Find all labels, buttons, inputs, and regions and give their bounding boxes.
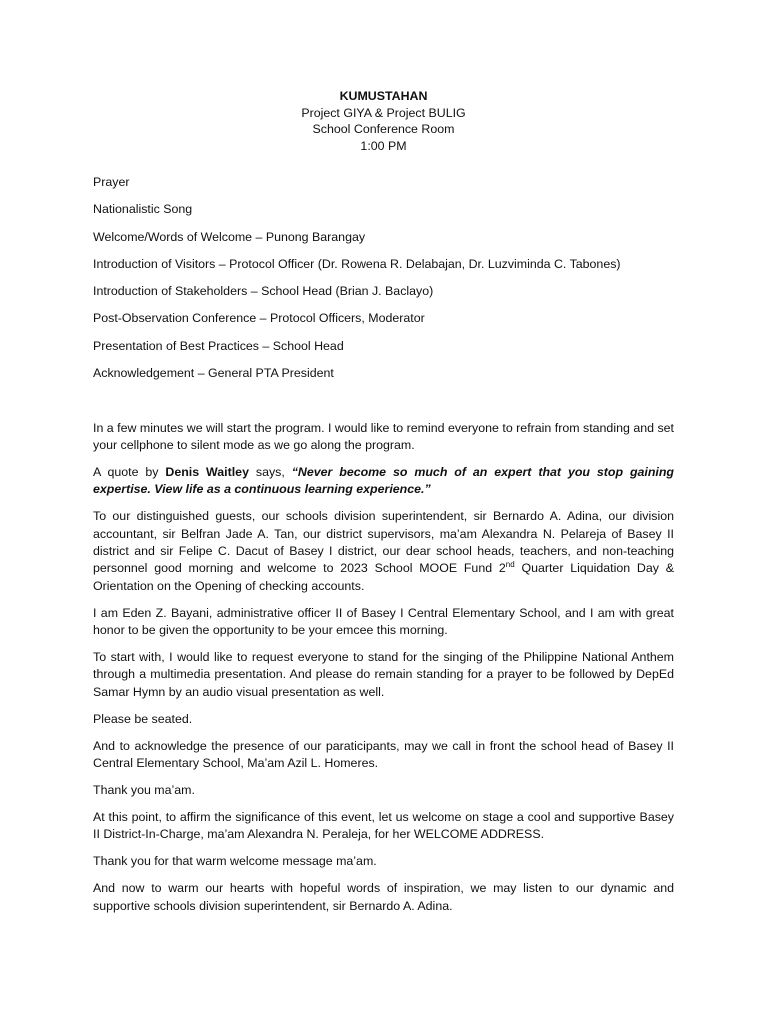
agenda-item: Introduction of Visitors – Protocol Officer (Dr. Rowena R. Delabajan, Dr. Luzviminda C. Tabones) — [93, 256, 621, 271]
document-title: KUMUSTAHAN — [339, 89, 428, 103]
welcome-text-a: To our distinguished guests, our schools division superintendent, sir Bernardo A. Adina, our division accountant, sir Belfran Jade A. Tan, our district supervisors, ma’am Alexandra N. Pelareja of Basey II district and sir Felipe C. Dacut of Basey I district, our dear school heads, teachers, and non-teaching personnel good morning and welcome to 2023 School MOOE Fund 2 — [93, 509, 674, 576]
welcome-text-b: Quarter Liquidation Day & Orientation on the Opening of checking accounts. — [93, 561, 674, 593]
welcome-paragraph — [93, 508, 674, 595]
script-paragraph: At this point, to affirm the significance of this event, let us welcome on stage a cool and supportive Basey II District-In-Charge, ma’am Alexandra N. Peraleja, for her WELCOME ADDRESS. — [93, 809, 674, 842]
script-paragraph: And now to warm our hearts with hopeful words of inspiration, we may listen to our dynamic and supportive schools division superintendent, sir Bernardo A. Adina. — [93, 881, 674, 913]
quote-paragraph — [93, 464, 674, 499]
venue-line: School Conference Room — [312, 122, 455, 136]
time-line: 1:00 PM — [360, 138, 407, 153]
script-paragraph: I am Eden Z. Bayani, administrative officer II of Basey I Central Elementary School, and I am with great honor to be given the opportunity to be your emcee this morning. — [93, 605, 674, 638]
emcee-script — [93, 420, 674, 915]
script-paragraph: And to acknowledge the presence of our paraticipants, may we call in front the school head of Basey II Central Elementary School, Ma’am Azil L. Homeres. — [93, 738, 674, 771]
script-paragraph: In a few minutes we will start the program. I would like to remind everyone to refrain from standing and set your cellphone to silent mode as we go along the program. — [93, 420, 674, 452]
script-paragraph: Please be seated. — [93, 711, 193, 726]
document-subtitle: Project GIYA & Project BULIG — [301, 105, 466, 120]
agenda-item: Nationalistic Song — [93, 202, 193, 217]
script-paragraph: Thank you for that warm welcome message ma’am. — [93, 854, 377, 869]
document-header — [93, 88, 674, 154]
quote-intro: A quote by — [93, 464, 166, 479]
agenda-item: Acknowledgement – General PTA President — [93, 366, 334, 381]
agenda-item: Prayer — [93, 175, 130, 189]
quote-text: “Never become so much of an expert that you stop gaining expertise. View life as a continuous learning experience.” — [93, 464, 674, 497]
agenda-item: Post-Observation Conference – Protocol Officers, Moderator — [93, 311, 425, 326]
agenda-item: Presentation of Best Practices – School Head — [93, 338, 344, 353]
program-agenda — [93, 174, 674, 383]
script-paragraph: To start with, I would like to request everyone to stand for the singing of the Philippine National Anthem through a multimedia presentation. And please do remain standing for a prayer to be followed by DepEd Samar Hymn by an audio visual presentation as well. — [93, 650, 674, 699]
quote-says: says, — [248, 464, 292, 479]
quote-author: Denis Waitley — [165, 464, 249, 479]
ordinal-superscript: nd — [505, 560, 515, 570]
script-paragraph: Thank you ma’am. — [93, 782, 195, 797]
agenda-item: Introduction of Stakeholders – School Head (Brian J. Baclayo) — [93, 284, 434, 299]
agenda-item: Welcome/Words of Welcome – Punong Barangay — [93, 229, 366, 244]
